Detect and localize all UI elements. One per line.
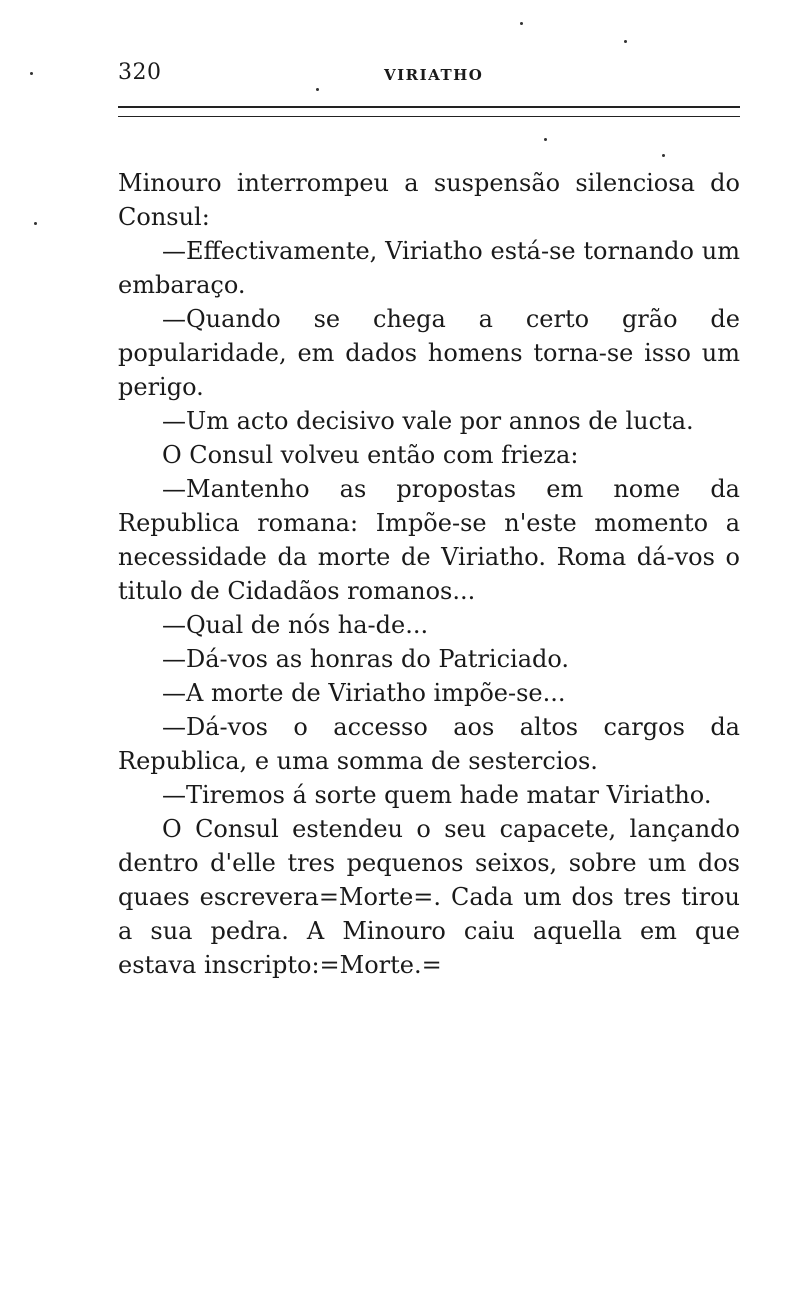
- running-title: VIRIATHO: [384, 66, 484, 84]
- header-rule-bottom: [118, 116, 740, 117]
- scan-speck: [34, 222, 37, 225]
- scan-speck: [662, 154, 665, 157]
- scan-speck: [520, 22, 523, 25]
- scan-speck: [316, 88, 319, 91]
- paragraph: —Dá-vos as honras do Patriciado.: [162, 645, 570, 673]
- body-text: [118, 166, 740, 982]
- paragraph: —Quando se chega a certo grão de popularidade, em dados homens torna-se isso um perigo.: [118, 305, 740, 401]
- scan-speck: [624, 40, 627, 43]
- page-number: 320: [118, 60, 162, 85]
- paragraph: —Mantenho as propostas em nome da Republica romana: Impõe-se n'este momento a necessidade da morte de Viriatho. Roma dá-vos o titulo de Cidadãos romanos...: [118, 475, 740, 605]
- paragraph: —Qual de nós ha-de...: [162, 611, 429, 639]
- paragraph: —Um acto decisivo vale por annos de lucta.: [162, 407, 694, 435]
- scan-speck: [544, 138, 547, 141]
- paragraph: Minouro interrompeu a suspensão silenciosa do Consul:: [118, 169, 740, 231]
- paragraph: —Dá-vos o accesso aos altos cargos da Republica, e uma somma de sestercios.: [118, 713, 740, 775]
- scan-speck: [30, 72, 33, 75]
- paragraph: —A morte de Viriatho impõe-se...: [162, 679, 566, 707]
- paragraph: O Consul volveu então com frieza:: [162, 441, 579, 469]
- paragraph: —Effectivamente, Viriatho está-se tornando um embaraço.: [118, 237, 740, 299]
- paragraph: O Consul estendeu o seu capacete, lançando dentro d'elle tres pequenos seixos, sobre um dos quaes escrevera=Morte=. Cada um dos tres tirou a sua pedra. A Minouro caiu aquella em que estava inscripto:=Morte.=: [118, 815, 740, 979]
- paragraph: —Tiremos á sorte quem hade matar Viriatho.: [162, 781, 712, 809]
- header-rule-top: [118, 106, 740, 108]
